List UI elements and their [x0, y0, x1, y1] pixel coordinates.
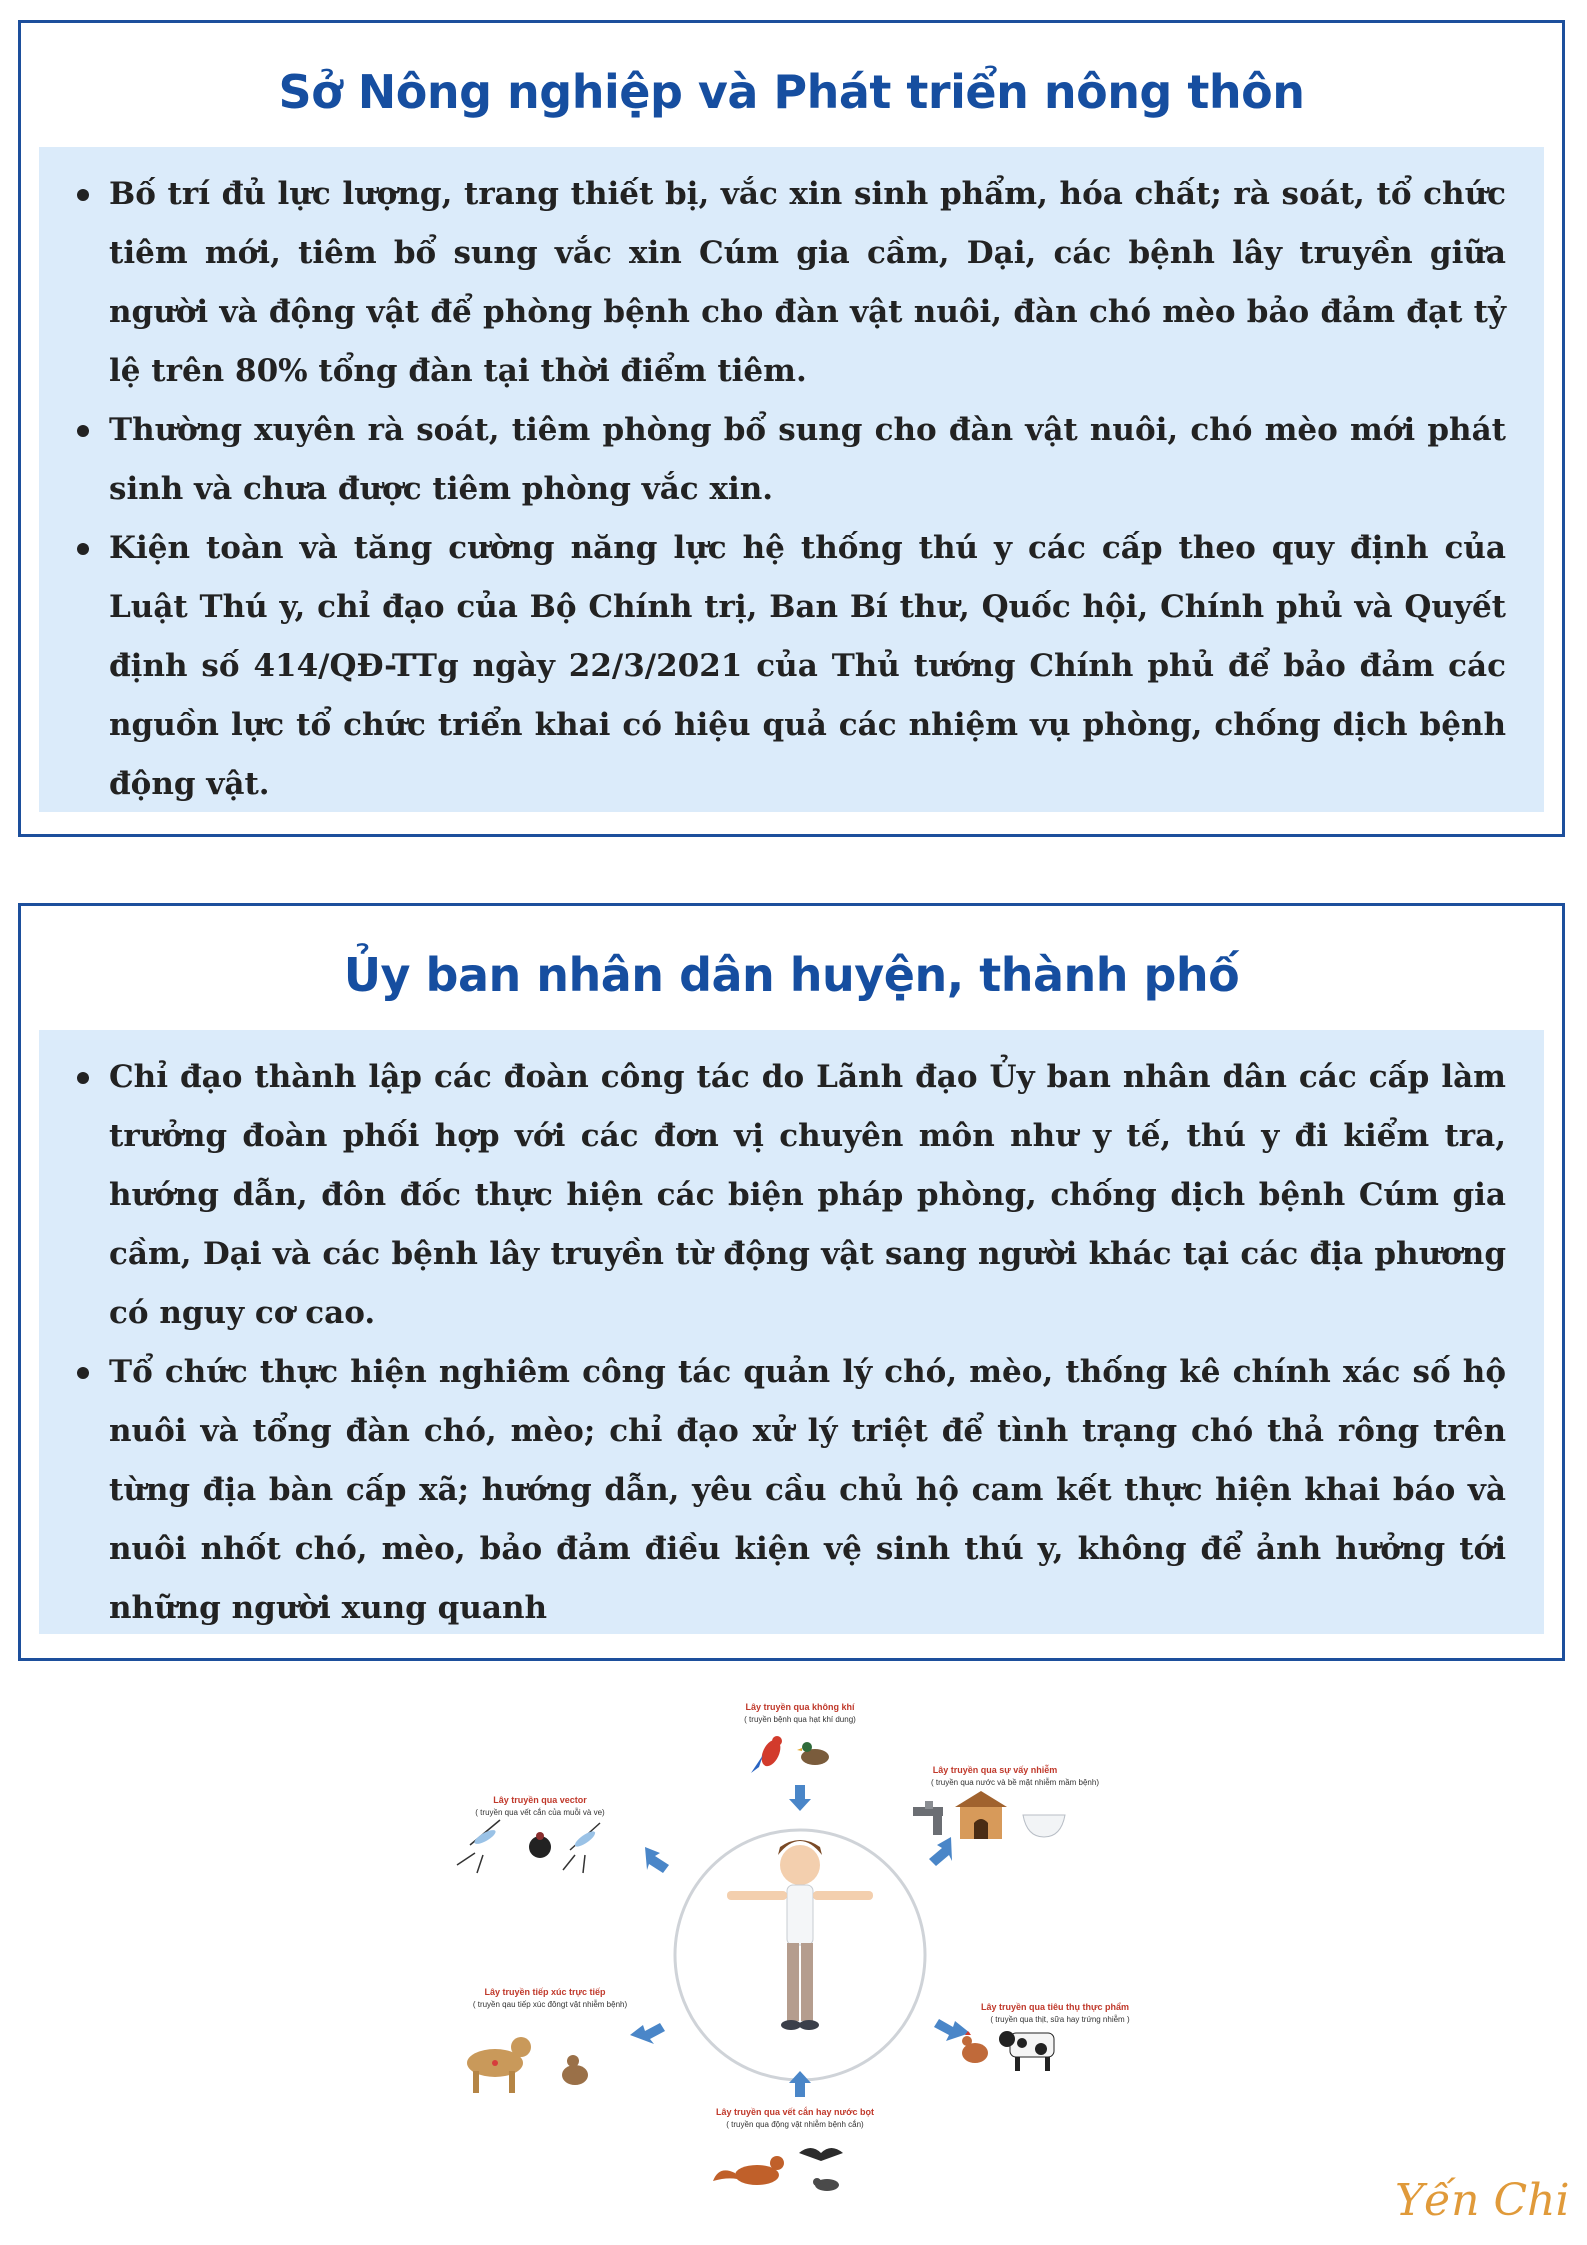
arrow-left-down-icon [929, 1837, 952, 1866]
panel-body [39, 147, 1544, 812]
list-item: Chỉ đạo thành lập các đoàn công tác do Lãnh đạo Ủy ban nhân dân các cấp làm trưởng đoàn phối hợp với các đơn vị chuyên môn như y tế, thú y đi kiểm tra, hướng dẫn, đôn đốc thực hiện các biện pháp phòng, chống dịch bệnh Cúm gia cầm, Dại và các bệnh lây truyền từ động vật sang người khác tại các địa phương có nguy cơ cao. [109, 1048, 1506, 1343]
fox-icon [713, 2156, 784, 2185]
cat-icon [562, 2055, 588, 2085]
list-item: Tổ chức thực hiện nghiêm công tác quản lý chó, mèo, thống kê chính xác số hộ nuôi và tổng đàn chó, mèo; chỉ đạo xử lý triệt để tình trạng chó thả rông trên từng địa bàn cấp xã; hướng dẫn, yêu cầu chủ hộ cam kết thực hiện khai báo và nuôi nhốt chó, mèo, bảo đảm điều kiện vệ sinh thú y, không để ảnh hưởng tới những người xung quanh [109, 1343, 1506, 1638]
bullet-icon [77, 543, 89, 555]
cow-icon [999, 2031, 1054, 2071]
human-figure-icon [727, 1840, 873, 2030]
list-item: Kiện toàn và tăng cường năng lực hệ thống thú y các cấp theo quy định của Luật Thú y, chỉ đạo của Bộ Chính trị, Ban Bí thư, Quốc hội, Chính phủ và Quyết định số 414/QĐ-TTg ngày 22/3/2021 của Thủ tướng Chính phủ để bảo đảm các nguồn lực tổ chức triển khai có hiệu quả các nhiệm vụ phòng, chống dịch bệnh động vật. [109, 519, 1506, 814]
air-title: Lây truyền qua không khí [745, 1702, 855, 1712]
panel-title: Sở Nông nghiệp và Phát triển nông thôn [278, 65, 1305, 119]
mosquito-icon [563, 1823, 600, 1873]
tick-icon [529, 1832, 551, 1858]
bat-icon [799, 2148, 843, 2161]
direct-subtitle: ( truyền qau tiếp xúc đôngt vật nhiễm bệnh) [472, 2000, 628, 2009]
author-signature: Yến Chi [1395, 2175, 1570, 2226]
list-item: Thường xuyên rà soát, tiêm phòng bổ sung cho đàn vật nuôi, chó mèo mới phát sinh và chưa được tiêm phòng vắc xin. [109, 401, 1506, 519]
panel-agriculture-department [18, 20, 1565, 837]
sink-icon [1023, 1815, 1065, 1837]
bite-title: Lây truyền qua vết cắn hay nước bọt [716, 2107, 874, 2117]
bullet-list [39, 147, 1544, 814]
doghouse-icon [955, 1791, 1007, 1839]
panel-title: Ủy ban nhân dân huyện, thành phố [343, 948, 1240, 1002]
faucet-icon [913, 1801, 943, 1835]
transmission-diagram [455, 1702, 1155, 2205]
food-title: Lây truyền qua tiêu thụ thực phẩm [980, 2002, 1130, 2012]
air-subtitle: ( truyền bệnh qua hạt khí dung) [744, 1715, 856, 1724]
bite-subtitle: ( truyền qua động vật nhiễm bệnh cắn) [726, 2120, 864, 2129]
bullet-list [39, 1030, 1544, 1638]
bullet-icon [77, 1367, 89, 1379]
contamination-title: Lây truyền qua sự vấy nhiễm [932, 1765, 1058, 1775]
panel-district-committee [18, 903, 1565, 1661]
arrow-down-icon [789, 1785, 811, 1811]
panel-body [39, 1030, 1544, 1634]
food-subtitle: ( truyền qua thịt, sữa hay trứng nhiễm ) [990, 2015, 1130, 2024]
dog-icon [467, 2037, 531, 2093]
rat-icon [813, 2178, 839, 2191]
bullet-icon [77, 425, 89, 437]
arrow-right-down-icon [645, 1847, 669, 1873]
parrot-icon [751, 1736, 784, 1773]
arrow-up-icon [789, 2071, 811, 2097]
direct-title: Lây truyền tiếp xúc trực tiếp [484, 1987, 606, 1997]
chicken-icon [962, 2031, 988, 2063]
duck-icon [797, 1742, 829, 1765]
vector-title: Lây truyền qua vector [493, 1795, 587, 1805]
contamination-subtitle: ( truyền qua nước và bề mặt nhiễm mầm bệnh) [930, 1778, 1100, 1787]
list-item: Bố trí đủ lực lượng, trang thiết bị, vắc xin sinh phẩm, hóa chất; rà soát, tổ chức tiêm mới, tiêm bổ sung vắc xin Cúm gia cầm, Dại, các bệnh lây truyền giữa người và động vật để phòng bệnh cho đàn vật nuôi, đàn chó mèo bảo đảm đạt tỷ lệ trên 80% tổng đàn tại thời điểm tiêm. [109, 165, 1506, 401]
arrow-right-up-icon [630, 2023, 665, 2044]
mosquito-icon [457, 1820, 500, 1873]
vector-subtitle: ( truyền qua vết cắn của muỗi và ve) [475, 1808, 605, 1817]
bullet-icon [77, 1072, 89, 1084]
bullet-icon [77, 189, 89, 201]
